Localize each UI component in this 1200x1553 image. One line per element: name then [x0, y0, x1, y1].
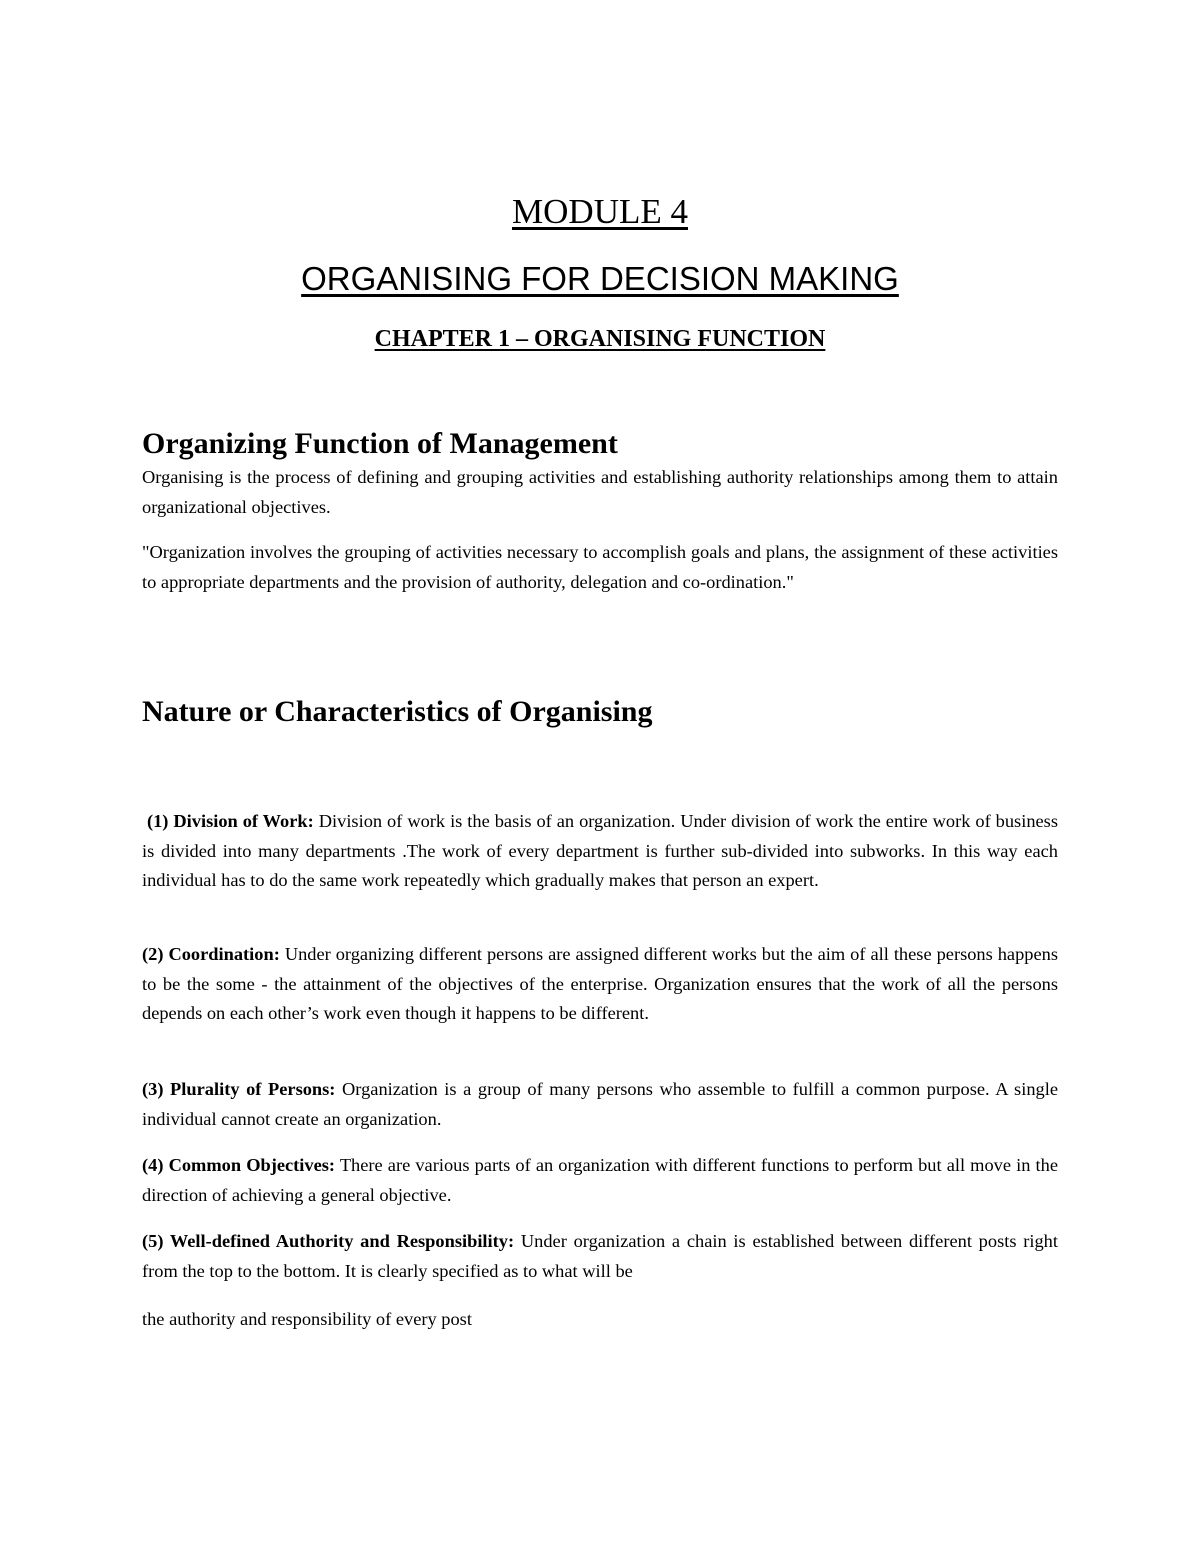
item-number: (5) [142, 1231, 164, 1251]
item-title: Coordination: [168, 944, 280, 964]
item-title: Division of Work: [173, 811, 314, 831]
item-text: Under organizing different persons are assigned different works but the aim of all these persons happens to be the some - the attainment of the objectives of the enterprise. Organization ensures that the work of all the persons depends on each other’s work even though it happens to be different. [142, 944, 1059, 1023]
continuation-paragraph: the authority and responsibility of every post [142, 1309, 472, 1329]
item-text: Under organization a chain is established between different posts right from the top to the bottom. It is clearly specified as to what will be [142, 1231, 1058, 1281]
item-number: (2) [142, 944, 164, 964]
section-heading-nature-characteristics: Nature or Characteristics of Organising [142, 695, 653, 728]
characteristic-item-plurality-of-persons [142, 1075, 1058, 1134]
definition-paragraph: Organising is the process of defining and grouping activities and establishing authority relationships among them to attain organizational objectives. [142, 467, 1058, 517]
quote-paragraph: "Organization involves the grouping of activities necessary to accomplish goals and plans, the assignment of these activities to appropriate departments and the provision of authority, delegation and co-ordination." [142, 542, 1058, 592]
item-text: Division of work is the basis of an organization. Under division of work the entire work of business is divided into many departments .The work of every department is further sub-divided into subworks. In this way each individual has to do the same work repeatedly which gradually makes that person an expert. [142, 811, 1058, 890]
item-title: Well-defined Authority and Responsibility: [169, 1231, 515, 1251]
characteristic-item-authority-responsibility [142, 1227, 1058, 1286]
chapter-title: CHAPTER 1 – ORGANISING FUNCTION [374, 326, 826, 352]
module-title: MODULE 4 [512, 192, 688, 231]
item-text: There are various parts of an organization with different functions to perform but all move in the direction of achieving a general objective. [142, 1155, 1059, 1205]
module-subtitle: ORGANISING FOR DECISION MAKING [301, 260, 899, 297]
characteristic-item-common-objectives [142, 1151, 1058, 1210]
item-number: (4) [142, 1155, 164, 1175]
item-number: (3) [142, 1079, 164, 1099]
section-heading-organizing-function: Organizing Function of Management [142, 427, 618, 460]
characteristic-item-division-of-work [142, 807, 1058, 896]
item-text: Organization is a group of many persons who assemble to fulfill a common purpose. A single individual cannot create an organization. [142, 1079, 1058, 1129]
characteristic-item-coordination [142, 940, 1058, 1029]
item-title: Plurality of Persons: [170, 1079, 336, 1099]
item-number: (1) [146, 811, 169, 831]
item-title: Common Objectives: [168, 1155, 336, 1175]
